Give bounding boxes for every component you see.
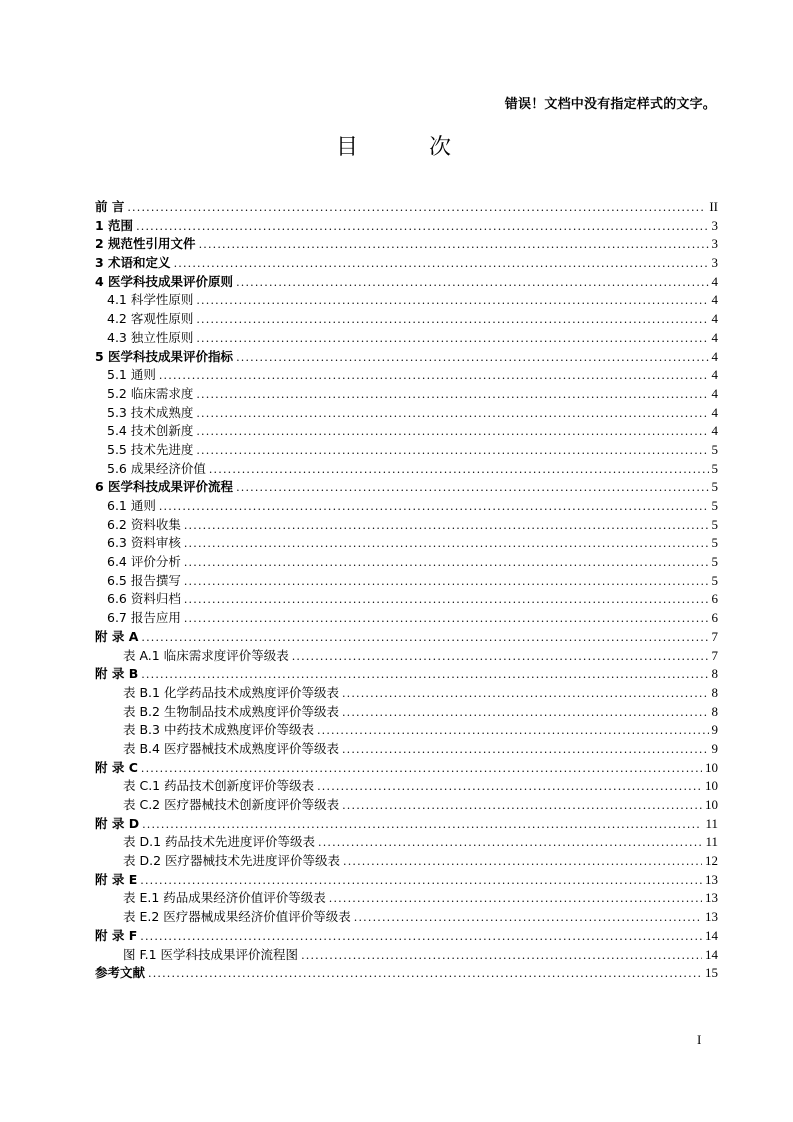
toc-dot-leader	[236, 349, 708, 368]
toc-dot-leader	[184, 554, 709, 573]
toc-entry-page: 4	[711, 385, 718, 401]
toc-entry-page: 3	[711, 217, 718, 233]
toc-entry[interactable]	[95, 553, 718, 572]
toc-entry[interactable]	[95, 871, 718, 890]
toc-dot-leader	[140, 928, 702, 947]
toc-entry[interactable]	[95, 198, 718, 217]
toc-entry[interactable]	[95, 777, 718, 796]
toc-entry-page: 11	[705, 834, 718, 850]
toc-entry-label: 附 录 E	[95, 871, 138, 887]
toc-entry-page: 5	[711, 498, 718, 513]
toc-dot-leader	[354, 909, 702, 928]
toc-entry-page: 3	[711, 255, 718, 271]
toc-entry-label: 4 医学科技成果评价原则	[95, 273, 234, 289]
toc-entry[interactable]	[95, 889, 718, 908]
toc-entry[interactable]	[95, 534, 718, 553]
toc-dot-leader	[184, 573, 709, 592]
toc-entry-label: 参考文献	[95, 965, 146, 981]
toc-entry-label: 附 录 C	[95, 759, 138, 775]
toc-entry-label: 表 B.1 化学药品技术成熟度评价等级表	[123, 684, 339, 700]
toc-entry[interactable]	[95, 609, 718, 628]
toc-entry-page: 8	[711, 666, 718, 682]
toc-entry[interactable]	[95, 740, 718, 759]
toc-entry[interactable]	[95, 665, 718, 684]
toc-entry-label: 6.4 评价分析	[107, 554, 181, 570]
toc-entry[interactable]	[95, 703, 718, 722]
toc-dot-leader	[184, 535, 709, 554]
toc-entry-page: 13	[705, 890, 718, 906]
toc-entry-label: 5 医学科技成果评价指标	[95, 348, 234, 364]
toc-entry-page: 6	[711, 591, 718, 607]
toc-entry-page: 5	[711, 572, 718, 588]
toc-entry-page: 9	[711, 722, 718, 738]
toc-entry-label: 表 E.2 医疗器械成果经济价值评价等级表	[123, 909, 351, 925]
toc-dot-leader	[209, 461, 709, 480]
toc-entry-page: 10	[705, 797, 718, 812]
toc-dot-leader	[343, 853, 702, 872]
toc-entry[interactable]	[95, 478, 718, 497]
header-note: 错误！文档中没有指定样式的文字。	[504, 97, 716, 112]
toc-dot-leader	[196, 405, 708, 424]
toc-entry-label: 表 D.2 医疗器械技术先进度评价等级表	[123, 853, 340, 869]
toc-dot-leader	[236, 274, 708, 293]
toc-entry-label: 附 录 D	[95, 815, 140, 831]
toc-dot-leader	[136, 218, 708, 237]
toc-dot-leader	[342, 704, 709, 723]
toc-entry-page: 14	[705, 927, 718, 943]
toc-entry-label: 4.2 客观性原则	[107, 311, 194, 327]
toc-entry-label: 5.1 通则	[107, 367, 156, 383]
toc-dot-leader	[199, 236, 709, 255]
toc-entry-page: 4	[711, 404, 718, 420]
toc-entry[interactable]	[95, 628, 718, 647]
toc-entry-label: 6.2 资料收集	[107, 516, 181, 532]
toc-entry-label: 5.6 成果经济价值	[107, 460, 206, 476]
toc-entry[interactable]	[95, 235, 718, 254]
toc-entry-label: 附 录 F	[95, 927, 138, 943]
toc-entry-label: 5.3 技术成熟度	[107, 404, 194, 420]
toc-entry[interactable]	[95, 217, 718, 236]
toc-entry[interactable]	[95, 946, 718, 965]
toc-entry-label: 图 F.1 医学科技成果评价流程图	[123, 946, 299, 962]
toc-entry-label: 5.2 临床需求度	[107, 385, 194, 401]
toc-dot-leader	[318, 834, 702, 853]
toc-entry[interactable]	[95, 721, 718, 740]
toc-entry-label: 4.1 科学性原则	[107, 292, 194, 308]
toc-entry-page: 11	[705, 815, 718, 831]
toc-dot-leader	[196, 423, 708, 442]
toc-dot-leader	[329, 890, 702, 909]
toc-dot-leader	[140, 872, 702, 891]
toc-entry-page: 4	[711, 367, 718, 383]
toc-entry[interactable]	[95, 404, 718, 423]
page-number: I	[697, 1032, 702, 1047]
toc-entry[interactable]	[95, 927, 718, 946]
toc-entry[interactable]	[95, 385, 718, 404]
toc-entry[interactable]	[95, 590, 718, 609]
toc-entry[interactable]	[95, 254, 718, 273]
toc-dot-leader	[196, 442, 708, 461]
toc-dot-leader	[342, 797, 702, 816]
toc-dot-leader	[159, 367, 709, 386]
toc-entry-page: 7	[711, 647, 718, 663]
toc-entry-page: 6	[711, 610, 718, 626]
toc-dot-leader	[141, 666, 708, 685]
toc-entry-label: 附 录 A	[95, 628, 139, 644]
toc-entry-label: 6 医学科技成果评价流程	[95, 479, 234, 495]
toc-entry-page: 5	[711, 441, 718, 457]
toc-entry-label: 5.4 技术创新度	[107, 423, 194, 439]
toc-dot-leader	[342, 685, 709, 704]
toc-dot-leader	[184, 591, 709, 610]
toc-entry-page: 5	[711, 460, 718, 476]
toc-entry-label: 6.1 通则	[107, 498, 156, 513]
toc-dot-leader	[317, 778, 702, 797]
toc-dot-leader	[174, 255, 709, 274]
toc-entry-page: 4	[711, 348, 718, 364]
toc-entry-page: 5	[711, 479, 718, 495]
toc-entry-page: 7	[711, 628, 718, 644]
toc-entry-label: 3 术语和定义	[95, 255, 171, 271]
toc-entry-label: 前 言	[95, 199, 125, 214]
toc-entry-label: 表 B.4 医疗器械技术成熟度评价等级表	[123, 740, 339, 756]
toc-entry-page: 10	[705, 778, 718, 794]
toc-dot-leader	[141, 629, 708, 648]
toc-entry-page: 8	[711, 684, 718, 700]
toc-entry[interactable]	[95, 516, 718, 535]
toc-entry-page: 4	[711, 292, 718, 308]
toc-dot-leader	[196, 386, 708, 405]
toc-entry-label: 6.7 报告应用	[107, 610, 181, 626]
toc-entry-page: 5	[711, 554, 718, 570]
toc-dot-leader	[159, 498, 709, 517]
toc-entry-page: 4	[711, 311, 718, 327]
toc-entry-label: 表 B.2 生物制品技术成熟度评价等级表	[123, 703, 339, 719]
toc-dot-leader	[184, 610, 709, 629]
toc-entry-label: 4.3 独立性原则	[107, 329, 194, 345]
toc-entry-label: 6.5 报告撰写	[107, 572, 181, 588]
page-title: 目 次	[336, 135, 483, 160]
toc-entry-label: 6.6 资料归档	[107, 591, 181, 607]
toc-dot-leader	[196, 330, 708, 349]
toc-entry[interactable]	[95, 833, 718, 852]
toc-entry-page: 8	[711, 703, 718, 719]
toc-entry[interactable]	[95, 291, 718, 310]
toc-dot-leader	[342, 741, 709, 760]
toc-dot-leader	[292, 648, 709, 667]
table-of-contents	[95, 198, 718, 983]
toc-entry[interactable]	[95, 273, 718, 292]
toc-entry-page: 4	[711, 423, 718, 439]
toc-entry-label: 表 C.2 医疗器械技术创新度评价等级表	[123, 797, 340, 812]
toc-entry-label: 6.3 资料审核	[107, 535, 181, 551]
toc-entry-page: 10	[705, 759, 718, 775]
toc-entry-page: 15	[705, 965, 718, 981]
toc-entry-page: 4	[711, 329, 718, 345]
toc-entry-label: 5.5 技术先进度	[107, 441, 194, 457]
toc-entry[interactable]	[95, 684, 718, 703]
toc-dot-leader	[148, 965, 702, 984]
toc-dot-leader	[317, 722, 709, 741]
toc-entry-label: 1 范围	[95, 217, 134, 233]
toc-entry-label: 表 D.1 药品技术先进度评价等级表	[123, 834, 315, 850]
toc-dot-leader	[184, 517, 709, 536]
toc-entry[interactable]	[95, 964, 718, 983]
toc-dot-leader	[141, 760, 702, 779]
toc-entry-label: 表 B.3 中药技术成熟度评价等级表	[123, 722, 314, 738]
toc-entry[interactable]	[95, 329, 718, 348]
toc-dot-leader	[236, 479, 708, 498]
toc-entry[interactable]	[95, 422, 718, 441]
toc-entry[interactable]	[95, 497, 718, 516]
toc-dot-leader	[301, 947, 702, 966]
toc-entry[interactable]	[95, 647, 718, 666]
toc-entry-page: 13	[705, 871, 718, 887]
toc-entry-page: 9	[711, 740, 718, 756]
toc-entry[interactable]	[95, 460, 718, 479]
toc-entry[interactable]	[95, 441, 718, 460]
toc-entry[interactable]	[95, 852, 718, 871]
toc-dot-leader	[196, 311, 708, 330]
toc-entry-label: 表 E.1 药品成果经济价值评价等级表	[123, 890, 326, 906]
toc-entry[interactable]	[95, 796, 718, 815]
toc-dot-leader	[142, 816, 702, 835]
toc-entry-label: 表 A.1 临床需求度评价等级表	[123, 647, 289, 663]
toc-entry-page: 5	[711, 535, 718, 551]
toc-entry-label: 表 C.1 药品技术创新度评价等级表	[123, 778, 315, 794]
toc-entry-page: 14	[705, 946, 718, 962]
toc-entry[interactable]	[95, 815, 718, 834]
toc-entry[interactable]	[95, 366, 718, 385]
toc-entry[interactable]	[95, 908, 718, 927]
toc-entry-page: 4	[711, 273, 718, 289]
toc-dot-leader	[127, 199, 706, 218]
toc-dot-leader	[196, 292, 708, 311]
toc-entry-page: 12	[705, 853, 718, 869]
toc-entry-label: 2 规范性引用文件	[95, 236, 196, 252]
toc-entry[interactable]	[95, 348, 718, 367]
toc-entry[interactable]	[95, 759, 718, 778]
toc-entry-page: 5	[711, 516, 718, 532]
toc-entry-page: 3	[711, 236, 718, 252]
toc-entry[interactable]	[95, 572, 718, 591]
toc-entry-label: 附 录 B	[95, 666, 139, 682]
toc-entry-page: 13	[705, 909, 718, 925]
toc-entry-page: II	[709, 199, 718, 214]
toc-entry[interactable]	[95, 310, 718, 329]
